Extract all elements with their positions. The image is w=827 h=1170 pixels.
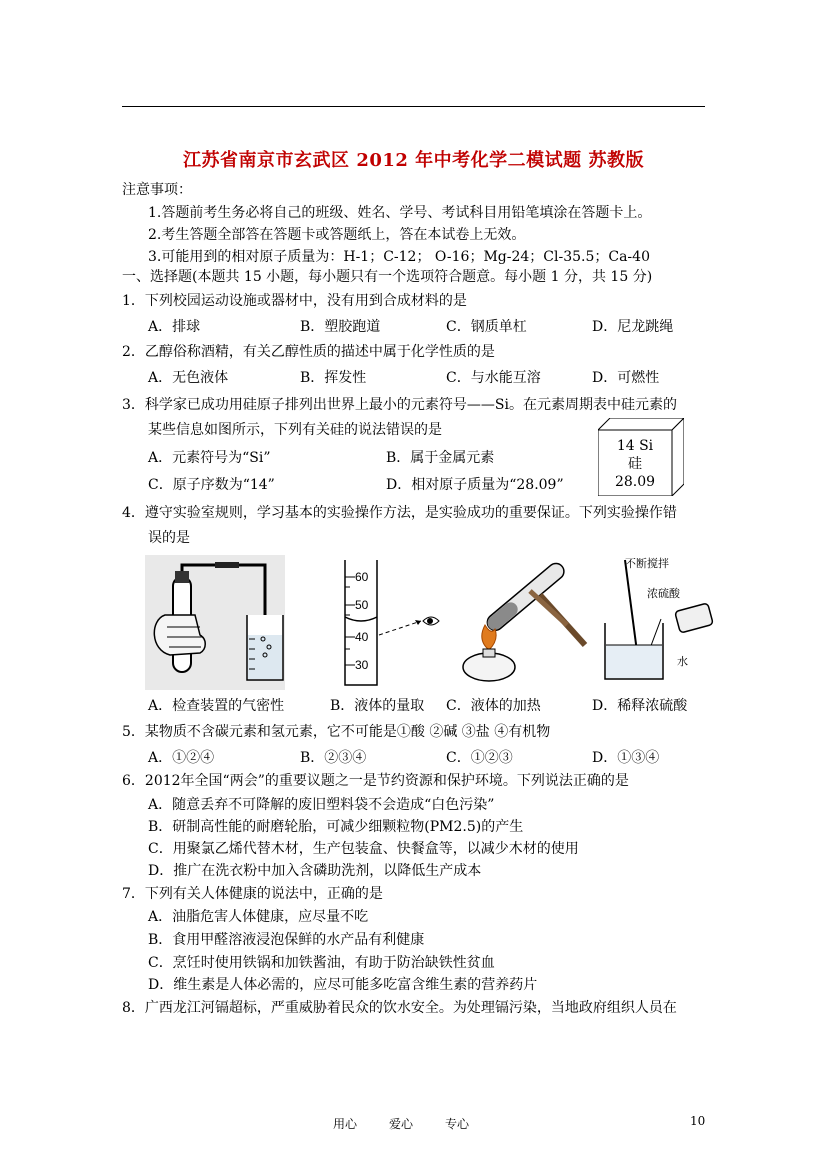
page-title: 江苏省南京市玄武区 2012 年中考化学二模试题 苏教版 — [183, 150, 644, 171]
water-label: 水 — [677, 655, 688, 668]
q7-option-a: A．油脂危害人体健康，应尽量不吃 — [148, 909, 369, 925]
stir-label: 不断搅拌 — [625, 557, 669, 570]
q4-option-a: A．检查装置的气密性 — [148, 698, 285, 714]
q1-option-d: D．尼龙跳绳 — [592, 319, 674, 335]
q2-option-b: B．挥发性 — [300, 370, 367, 386]
q6-option-d: D．推广在洗衣粉中加入含磷助洗剂，以降低生产成本 — [148, 863, 482, 879]
figure-heating-liquid — [455, 555, 590, 690]
cylinder-tick-30: 30 — [355, 658, 369, 672]
q2-stem: 2．乙醇俗称酒精，有关乙醇性质的描述中属于化学性质的是 — [122, 344, 495, 360]
q5-option-b: B．②③④ — [300, 750, 367, 766]
q4-option-d: D．稀释浓硫酸 — [592, 698, 688, 714]
q4-option-b: B．液体的量取 — [330, 698, 425, 714]
q5-option-a: A．①②④ — [148, 750, 215, 766]
q4-stem-2: 误的是 — [148, 530, 190, 546]
q1-option-c: C．钢质单杠 — [446, 319, 527, 335]
page-number: 10 — [690, 1114, 706, 1128]
q6-stem: 6．2012年全国“两会”的重要议题之一是节约资源和保护环境。下列说法正确的是 — [122, 773, 629, 789]
q4-option-c: C．液体的加热 — [446, 698, 541, 714]
q5-option-d: D．①③④ — [592, 750, 660, 766]
header-rule — [122, 106, 705, 107]
q3-option-d: D．相对原子质量为“28.09” — [386, 477, 564, 493]
figure-airtightness-check — [145, 555, 285, 690]
q2-option-a: A．无色液体 — [148, 370, 229, 386]
notice-heading: 注意事项： — [122, 182, 192, 198]
q6-option-c: C．用聚氯乙烯代替木材，生产包装盒、快餐盒等，以减少木材的使用 — [148, 841, 579, 857]
q6-option-a: A．随意丢弃不可降解的废旧塑料袋不会造成“白色污染” — [148, 797, 495, 813]
q4-stem-1: 4．遵守实验室规则，学习基本的实验操作方法，是实验成功的重要保证。下列实验操作错 — [122, 505, 677, 521]
q7-stem: 7．下列有关人体健康的说法中，正确的是 — [122, 886, 383, 902]
cylinder-tick-50: 50 — [355, 598, 369, 612]
acid-label: 浓硫酸 — [647, 587, 680, 600]
cylinder-tick-40: 40 — [355, 630, 369, 644]
figure-cylinder-reading — [335, 555, 445, 690]
silicon-name: 硅 — [628, 456, 642, 472]
cylinder-tick-60: 60 — [355, 570, 369, 584]
q3-stem-2: 某些信息如图所示，下列有关硅的说法错误的是 — [148, 422, 442, 438]
q1-option-a: A．排球 — [148, 319, 201, 335]
footer-item-2: 爱心 — [389, 1117, 414, 1131]
notice-item-1: 1.答题前考生务必将自己的班级、姓名、学号、考试科目用铅笔填涂在答题卡上。 — [148, 205, 652, 221]
notice-item-3: 3.可能用到的相对原子质量为：H-1；C-12； O-16；Mg-24；Cl-35.5；Ca-40 — [148, 249, 650, 265]
q3-option-b: B．属于金属元素 — [386, 450, 495, 466]
footer-item-3: 专心 — [445, 1117, 470, 1131]
q3-option-a: A．元素符号为“Si” — [148, 450, 271, 466]
q7-option-b: B．食用甲醛溶液浸泡保鲜的水产品有利健康 — [148, 932, 425, 948]
q8-stem: 8．广西龙江河镉超标，严重威胁着民众的饮水安全。为处理镉污染，当地政府组织人员在 — [122, 1000, 677, 1016]
eye-icon — [427, 618, 433, 624]
section-heading: 一、选择题(本题共 15 小题，每小题只有一个选项符合题意。每小题 1 分，共 15 分) — [122, 269, 653, 285]
q2-option-c: C．与水能互溶 — [446, 370, 541, 386]
q1-option-b: B．塑胶跑道 — [300, 319, 381, 335]
footer-item-1: 用心 — [333, 1117, 358, 1131]
q2-option-d: D．可燃性 — [592, 370, 660, 386]
q6-option-b: B．研制高性能的耐磨轮胎，可减少细颗粒物(PM2.5)的产生 — [148, 819, 524, 835]
notice-item-2: 2.考生答题全部答在答题卡或答题纸上，答在本试卷上无效。 — [148, 227, 526, 243]
q7-option-c: C．烹饪时使用铁锅和加铁酱油，有助于防治缺铁性贫血 — [148, 955, 495, 971]
q3-stem-1: 3．科学家已成功用硅原子排列出世界上最小的元素符号——Si。在元素周期表中硅元素的 — [122, 397, 677, 413]
q5-stem: 5．某物质不含碳元素和氢元素，它不可能是①酸 ②碱 ③盐 ④有机物 — [122, 724, 551, 740]
figure-diluting-acid — [595, 555, 715, 690]
silicon-mass: 28.09 — [614, 474, 656, 490]
q5-option-c: C．①②③ — [446, 750, 513, 766]
q1-stem: 1．下列校园运动设施或器材中，没有用到合成材料的是 — [122, 293, 467, 309]
q7-option-d: D．维生素是人体必需的，应尽可能多吃富含维生素的营养药片 — [148, 977, 538, 993]
silicon-number-symbol: 14 Si — [616, 438, 654, 454]
q3-option-c: C．原子序数为“14” — [148, 477, 275, 493]
